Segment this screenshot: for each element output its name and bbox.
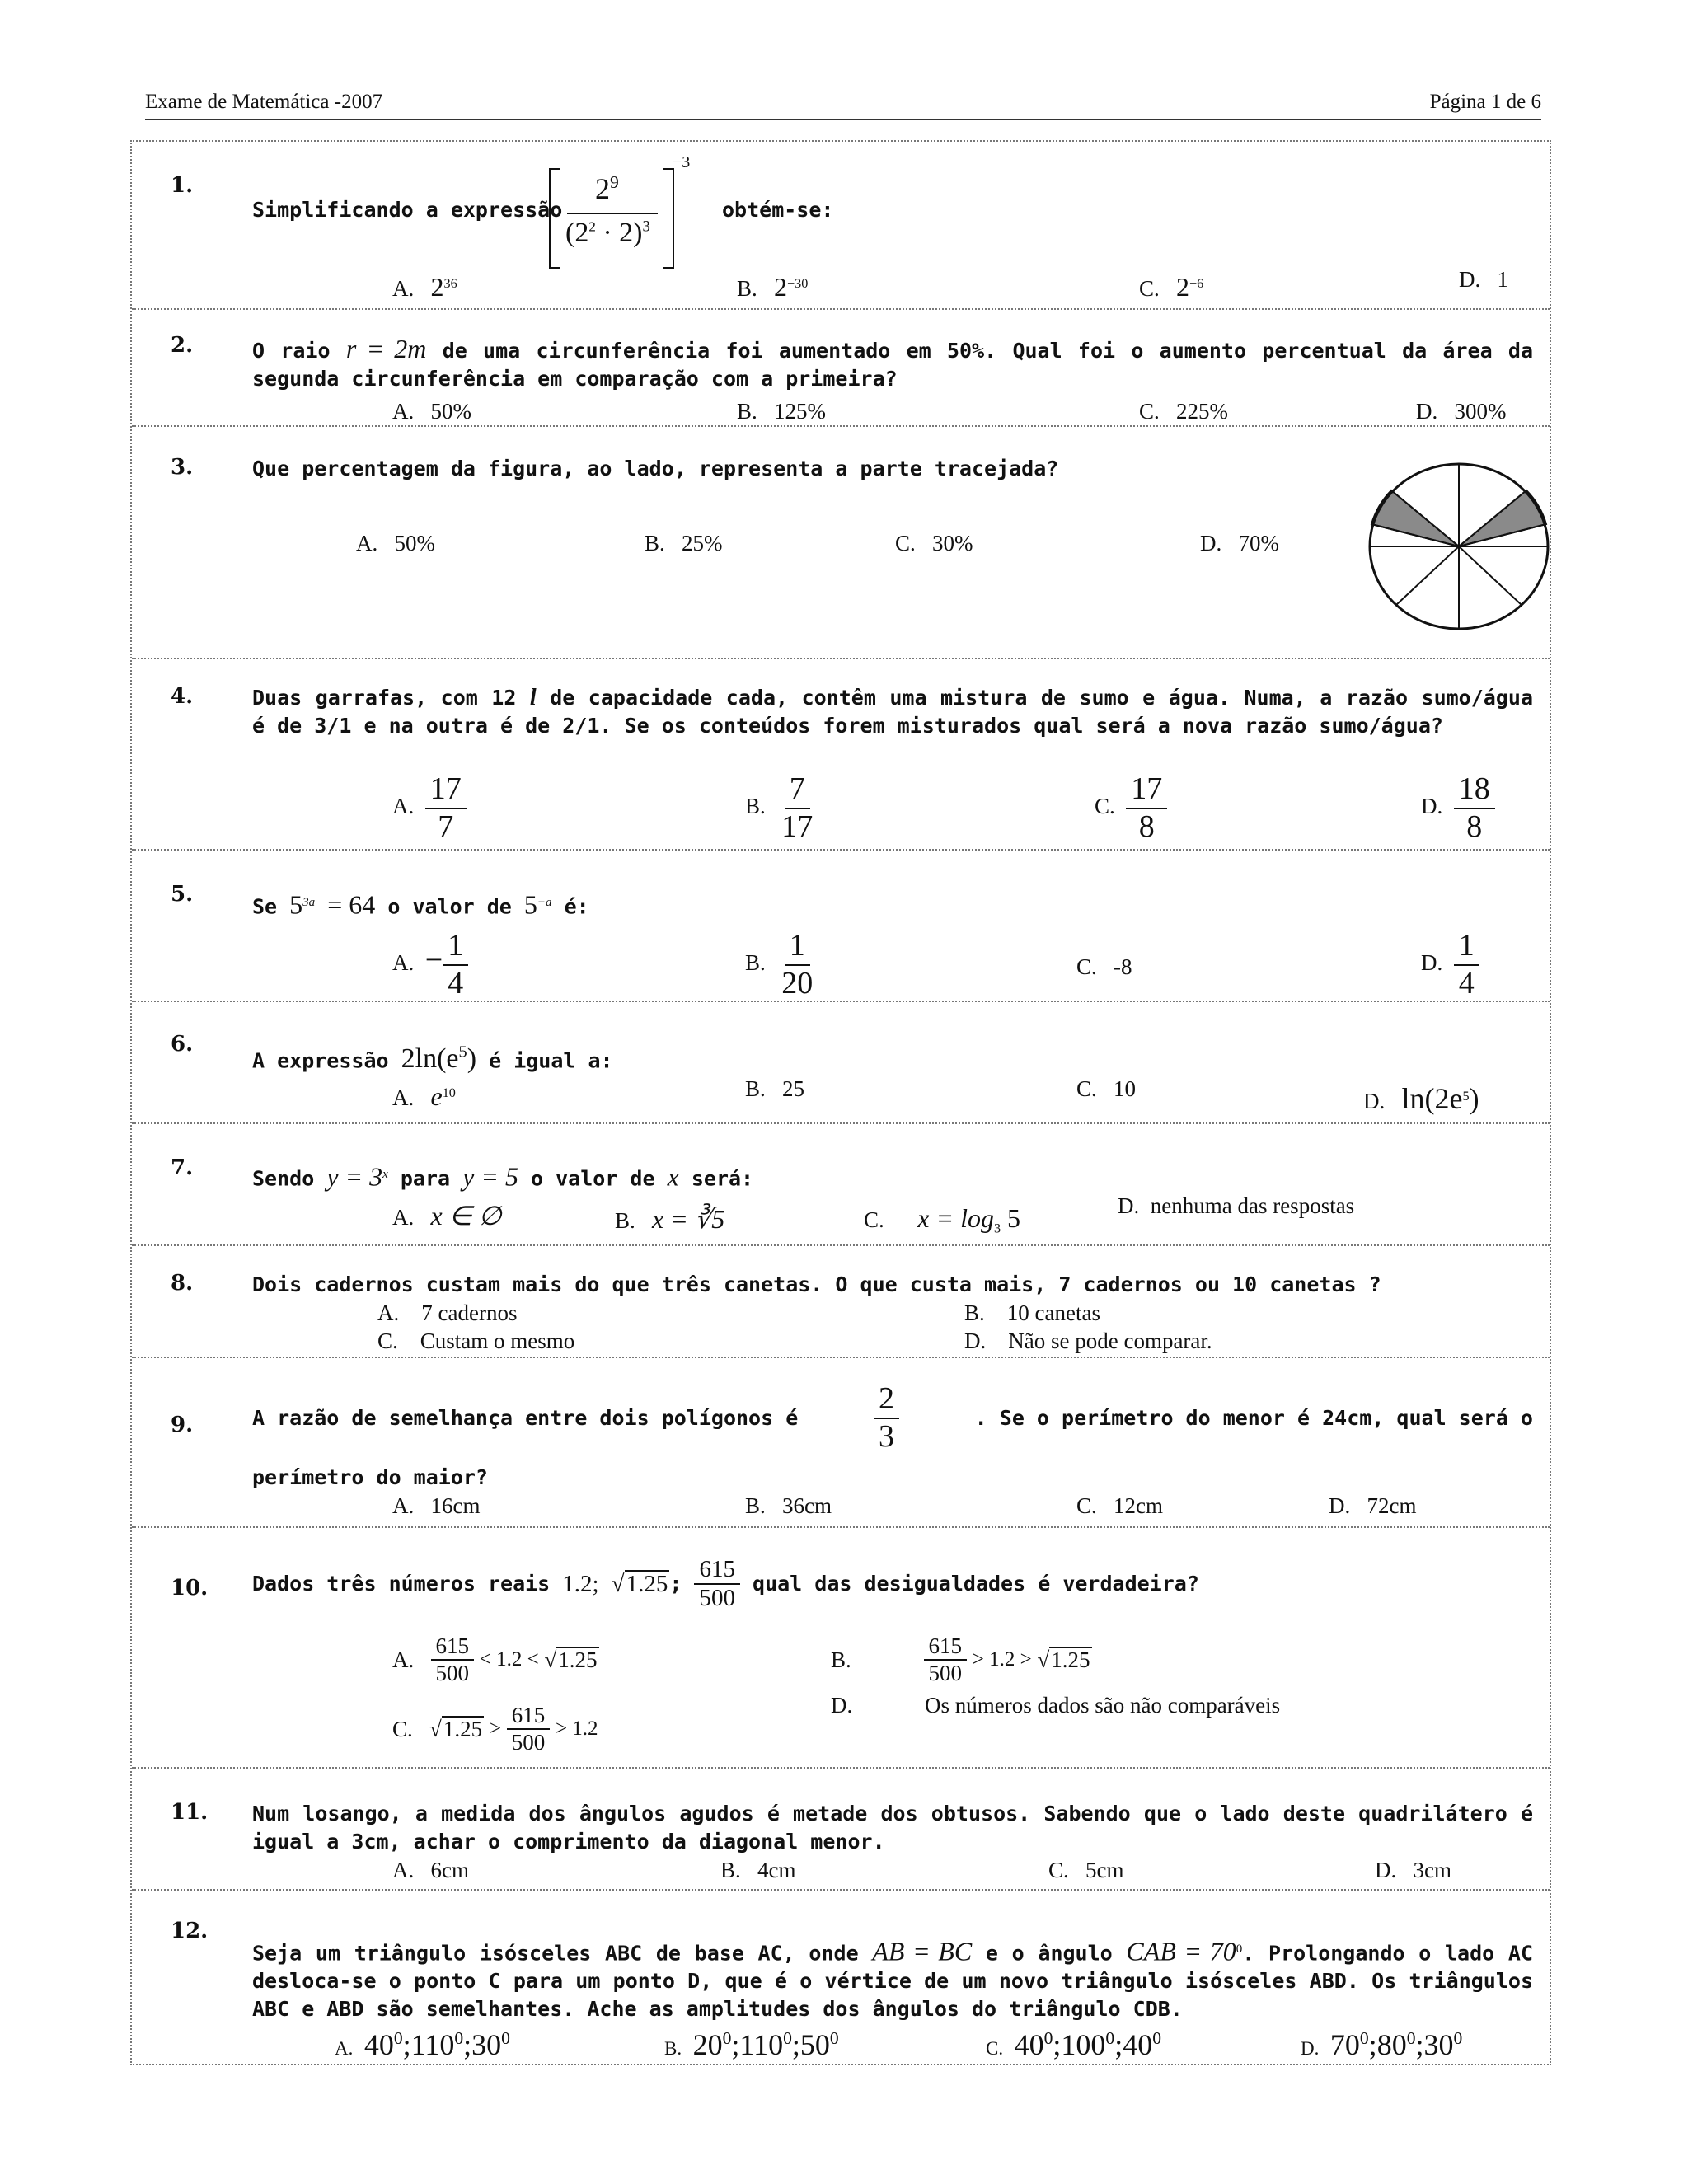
question-number: 7.	[171, 1155, 194, 1180]
option-a[interactable]: A. 7 cadernos	[377, 1301, 518, 1325]
option-b[interactable]: B. 4cm	[720, 1858, 796, 1882]
option-b[interactable]: B. $\frac{615}{500}$ > 1.2 > √ 1.25	[831, 1633, 1090, 1686]
option-d[interactable]: D. $\frac{1}{4}$	[1421, 928, 1479, 1001]
question-8	[132, 1246, 1550, 1358]
outer-exponent: −3	[673, 153, 691, 171]
option-a[interactable]: A. $\frac{615}{500}$ < 1.2 < √ 1.25	[392, 1633, 598, 1686]
option-c[interactable]: C. 225%	[1139, 399, 1229, 424]
option-c[interactable]: C. -8	[1076, 954, 1132, 979]
option-a[interactable]: A. $e^{10}$	[392, 1081, 456, 1111]
bracket-right	[663, 168, 674, 269]
option-d[interactable]: D. 70%	[1200, 531, 1279, 555]
option-c[interactable]: C. √ 1.25 > $\frac{615}{500}$ > 1.2	[392, 1703, 598, 1755]
shaded-circle-figure	[1360, 460, 1558, 633]
question-number: 12.	[171, 1919, 209, 1943]
option-d[interactable]: D. 300%	[1416, 399, 1507, 424]
option-a[interactable]: A. $40^0;110^0;30^0$	[335, 2028, 510, 2061]
question-5	[132, 851, 1550, 1002]
question-text: Sendo $y = 3^x$ para y = 5 o valor de x será:	[252, 1161, 754, 1192]
option-a[interactable]: A. $\frac{17}{7}$	[392, 771, 467, 845]
question-number: 1.	[171, 173, 194, 198]
option-a[interactable]: A. $2^{36}$	[392, 272, 457, 302]
option-d[interactable]: D. nenhuma das respostas	[1118, 1193, 1355, 1218]
question-number: 3.	[171, 455, 194, 480]
question-number: 8.	[171, 1271, 194, 1296]
question-number: 10.	[171, 1576, 209, 1601]
option-b[interactable]: B. 25%	[645, 531, 723, 555]
question-text: Seja um triângulo isósceles ABC de base AC, onde AB = BC e o ângulo CAB = $70^0$. Prolongando o lado AC desloca-se o ponto C para um ponto D, que é o vértice de um novo triângulo isósceles ABD. Os triângulos ABC e ABD são semelhantes. Ache as amplitudes dos ângulos do triângulo CDB.	[252, 1936, 1534, 2022]
question-text: Simplificando a expressão	[252, 198, 563, 222]
option-d[interactable]: D. 1	[1459, 267, 1508, 292]
question-number: 11.	[171, 1800, 209, 1825]
option-d[interactable]: D. Os números dados são não comparáveis	[831, 1693, 1281, 1718]
question-text-end: obtém-se:	[722, 198, 834, 222]
question-12	[132, 1891, 1550, 2067]
option-b[interactable]: B. $\frac{7}{17}$	[745, 771, 814, 844]
denominator: $(2^2 \cdot 2)^3$	[565, 218, 650, 248]
option-c[interactable]: C. $2^{-6}$	[1139, 272, 1204, 302]
option-c[interactable]: C. $\frac{17}{8}$	[1095, 771, 1167, 845]
question-text: Dados três números reais 1.2; √1.25 ; $\frac{615}{500}$ qual das desigualdades é verdadeira?	[252, 1556, 1199, 1612]
question-number: 4.	[171, 684, 194, 709]
option-d[interactable]: D. $\ln(2e^5)$	[1363, 1082, 1479, 1115]
option-b[interactable]: B. 10 canetas	[964, 1301, 1100, 1325]
option-d[interactable]: D. $70^0;80^0;30^0$	[1301, 2028, 1463, 2061]
option-a[interactable]: A. 6cm	[392, 1858, 469, 1882]
option-b[interactable]: B. 36cm	[745, 1493, 832, 1518]
question-text: O raio r = 2m de uma circunferência foi aumentado em 50%. Qual foi o aumento percentual da área da segunda circunferência em comparação com a primeira?	[252, 334, 1534, 391]
question-text: Que percentagem da figura, ao lado, representa a parte tracejada?	[252, 457, 1059, 480]
question-2	[132, 310, 1550, 427]
question-text: Duas garrafas, com 12 l de capacidade cada, contêm uma mistura de sumo e água. Numa, a razão sumo/água é de 3/1 e na outra é de 2/1. Se os conteúdos forem misturados qual será a nova razão sumo/água?	[252, 685, 1533, 738]
option-d[interactable]: D. 3cm	[1375, 1858, 1451, 1882]
numerator: $2^9$	[595, 172, 619, 205]
option-b[interactable]: B. 25	[745, 1076, 805, 1101]
option-a[interactable]: A. 16cm	[392, 1493, 481, 1518]
question-text: A expressão $2\ln(e^5)$ é igual a:	[252, 1043, 613, 1075]
question-text: A razão de semelhança entre dois polígonos é $\frac{2}{3}$ . Se o perímetro do menor é 24cm, qual será o	[252, 1381, 1533, 1454]
page-number: Página 1 de 6	[1429, 91, 1541, 113]
option-c[interactable]: C. $x = \log_3 5$	[864, 1203, 1021, 1236]
question-text: Se $5^{3a} = 64$ o valor de $5^{-a}$ é:	[252, 889, 589, 920]
option-b[interactable]: B. x = ∛5	[615, 1204, 725, 1234]
question-7	[132, 1124, 1550, 1246]
question-9	[132, 1358, 1550, 1528]
question-11	[132, 1769, 1550, 1891]
option-c[interactable]: C. 30%	[895, 531, 973, 555]
option-d[interactable]: D. 72cm	[1329, 1493, 1417, 1518]
expression	[549, 153, 691, 262]
option-d[interactable]: D. Não se pode comparar.	[964, 1329, 1212, 1353]
question-6	[132, 1002, 1550, 1124]
option-b[interactable]: B. 125%	[737, 399, 827, 424]
option-c[interactable]: C. Custam o mesmo	[377, 1329, 575, 1353]
bracket-left	[549, 168, 560, 269]
option-a[interactable]: A. 50%	[356, 531, 435, 555]
option-d[interactable]: D. $\frac{18}{8}$	[1421, 771, 1495, 845]
option-b[interactable]: B. $20^0;110^0;50^0$	[664, 2028, 839, 2061]
question-1	[132, 142, 1550, 310]
question-number: 6.	[171, 1032, 194, 1057]
option-b[interactable]: B. $2^{-30}$	[737, 272, 809, 302]
radius-line	[1396, 546, 1459, 605]
question-number: 2.	[171, 333, 194, 358]
question-number: 5.	[171, 882, 194, 907]
question-10	[132, 1528, 1550, 1769]
shaded-sector-right	[1459, 490, 1546, 546]
option-c[interactable]: C. 10	[1076, 1076, 1137, 1101]
question-text-cont: perímetro do maior?	[252, 1465, 488, 1489]
question-3	[132, 427, 1550, 659]
question-text: Dois cadernos custam mais do que três canetas. O que custa mais, 7 cadernos ou 10 canetas ?	[252, 1272, 1381, 1296]
question-text: Num losango, a medida dos ângulos agudos é metade dos obtusos. Sabendo que o lado deste quadrilátero é igual a 3cm, achar o comprimento da diagonal menor.	[252, 1802, 1533, 1854]
fraction-bar	[567, 213, 658, 214]
option-a[interactable]: A. 50%	[392, 399, 471, 424]
question-number: 9.	[171, 1413, 194, 1437]
exam-questions	[130, 140, 1551, 2065]
option-a[interactable]: A. − $\frac{1}{4}$	[392, 928, 468, 1001]
radius-line	[1459, 546, 1522, 605]
option-c[interactable]: C. 5cm	[1048, 1858, 1124, 1882]
header-title: Exame de Matemática -2007	[145, 91, 383, 113]
shaded-sector-left	[1372, 490, 1459, 546]
option-b[interactable]: B. $\frac{1}{20}$	[745, 928, 814, 1001]
option-c[interactable]: C. 12cm	[1076, 1493, 1164, 1518]
option-a[interactable]: A. x ∈ ∅	[392, 1201, 502, 1230]
page-header	[145, 89, 1541, 120]
option-c[interactable]: C. $40^0;100^0;40^0$	[986, 2028, 1162, 2061]
question-4	[132, 659, 1550, 851]
